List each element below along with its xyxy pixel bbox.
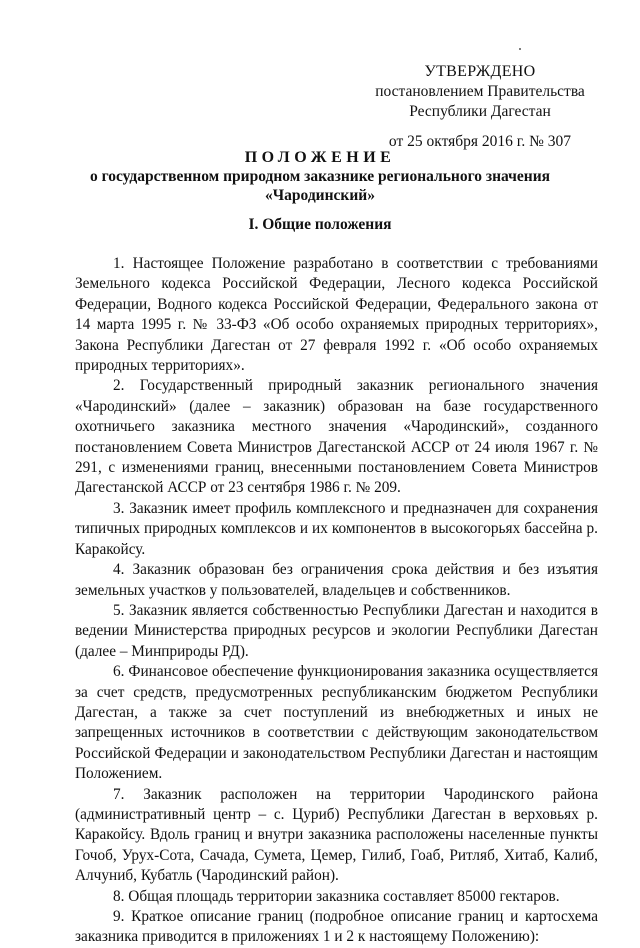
approval-date-line: от 25 октября 2016 г. № 307 <box>388 133 572 150</box>
approval-stamp-block <box>360 62 600 152</box>
paragraph-9: 9. Краткое описание границ (подробное описание границ и картосхема заказника приводится в приложениях 1 и 2 к настоящему Положению): <box>75 908 598 946</box>
approved-label: УТВЕРЖДЕНО <box>424 63 536 80</box>
document-subtitle-line-1: о государственном природном заказнике регионального значения <box>89 168 551 185</box>
paragraph-3: 3. Заказник имеет профиль комплексного и предназначен для сохранения типичных природных комплексов и их компонентов в высокогорьях бассейна р. Каракойсу. <box>75 499 598 558</box>
document-title-block <box>0 148 640 205</box>
scan-speck <box>519 48 521 50</box>
paragraph-8: 8. Общая площадь территории заказника составляет 85000 гектаров. <box>113 887 560 905</box>
approved-by-line-2: Республики Дагестан <box>409 103 551 120</box>
paragraph-2: 2. Государственный природный заказник регионального значения «Чародинский» (далее – заказник) образован на базе государственного охотничьего заказника местного значения «Чародинский», созданного постановлением Совета Министров Дагестанской АССР от 24 июля 1967 г. № 291, с изменениями границ, внесенными постановлением Совета Министров Дагестанской АССР от 23 сентября 1986 г. № 209. <box>75 377 598 497</box>
section-heading: I. Общие положения <box>248 216 392 233</box>
paragraph-7: 7. Заказник расположен на территории Чародинского района (административный центр – с. Цуриб) Республики Дагестан в верховьях р. Каракойсу. Вдоль границ и внутри заказника расположены населенные пункты Гочоб, Урух-Сота, Сачада, Сумета, Цемер, Гилиб, Гоаб, Ритляб, Хитаб, Калиб, Алчуниб, Кубатль (Чародинский район). <box>75 785 598 885</box>
document-body <box>75 254 598 948</box>
approved-by-line-1: постановлением Правительства <box>375 83 585 100</box>
paragraph-6: 6. Финансовое обеспечение функционирования заказника осуществляется за счет средств, предусмотренных республиканским бюджетом Республики Дагестан, а также за счет поступлений из внебюджетных и иных не запрещенных источников в соответствии с действующим законодательством Российской Федерации и законодательством Республики Дагестан и настоящим Положением. <box>75 663 598 783</box>
paragraph-4: 4. Заказник образован без ограничения срока действия и без изъятия земельных участков у пользователей, владельцев и собственников. <box>75 561 598 599</box>
document-subtitle-line-2: «Чародинский» <box>265 187 375 204</box>
document-title: ПОЛОЖЕНИЕ <box>244 149 396 166</box>
paragraph-1: 1. Настоящее Положение разработано в соответствии с требованиями Земельного кодекса Российской Федерации, Лесного кодекса Российской Федерации, Водного кодекса Российской Федерации, Федерального закона от 14 марта 1995 г. № 33-ФЗ «Об особо охраняемых природных территориях», Закона Республики Дагестан от 27 февраля 1992 г. «Об особо охраняемых природных территориях». <box>75 255 598 375</box>
paragraph-5: 5. Заказник является собственностью Республики Дагестан и находится в ведении Министерства природных ресурсов и экологии Республики Дагестан (далее – Минприроды РД). <box>75 601 598 660</box>
